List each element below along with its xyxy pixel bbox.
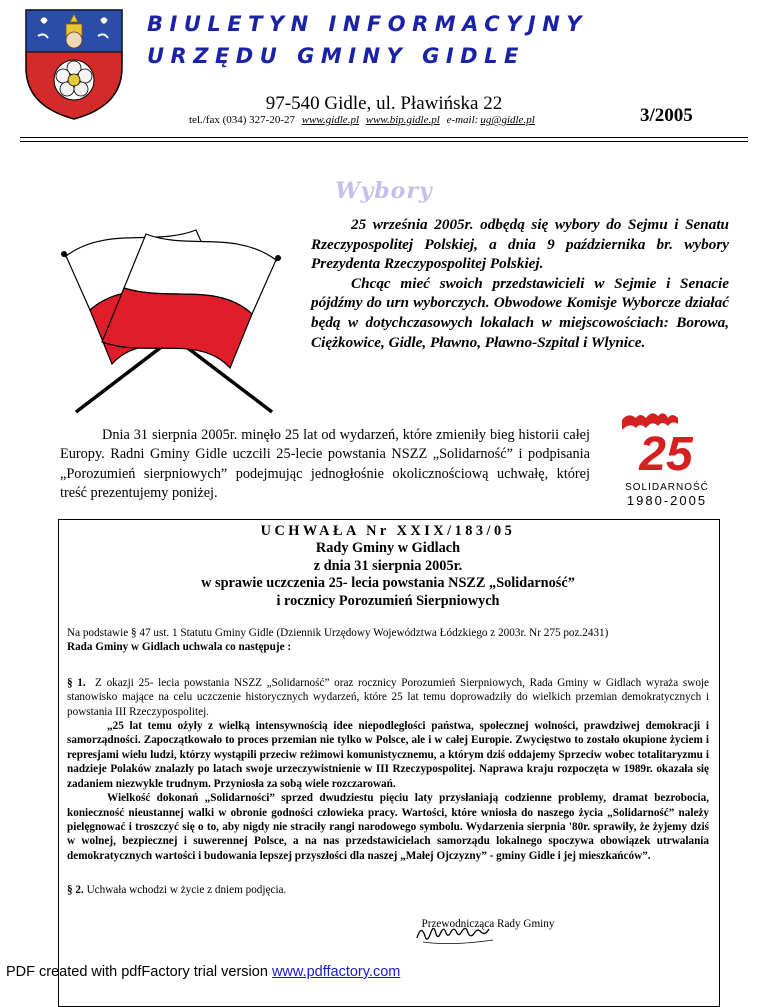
paragraph-2-text: Uchwała wchodzi w życie z dniem podjęcia. [86,884,287,897]
contact-line [189,114,535,126]
resolution-heading [67,523,709,610]
section-title: Wybory [335,178,433,204]
paragraph-2-number: § 2. [67,884,84,897]
pdf-footer [6,964,400,980]
intro-paragraph: Dnia 31 sierpnia 2005r. minęło 25 lat od wydarzeń, które zmieniły bieg historii całej Europy. Radni Gminy Gidle uczcili 25-lecie powstania NSZZ „Solidarność” i podpisania „Porozumień sierpniowych” podejmując jednogłośnie okolicznościową uchwałę, której treść prezentujemy poniżej. [60,427,590,502]
resolution-number: UCHWAŁA Nr XXIX/183/05 [260,523,516,539]
paragraph-1-text: Z okazji 25- lecia powstania NSZZ „Solidarność” oraz rocznicy Porozumień Sierpniowych, Rada Gminy w Gidlach wyraża swoje stanowisko mające na celu uczczenie historycznych wydarzeń, które 25 lat temu doprowadziły do wielkich przemian demokratycznych i powstania III Rzeczypospolitej. [67,676,710,718]
resolution-subject-1: w sprawie uczczenia 25- lecia powstania NSZZ „Solidarność” [201,575,575,592]
handwritten-signature-icon [413,920,503,948]
election-announcement [311,215,729,352]
resolution-box [58,519,720,1007]
footer-link[interactable]: www.pdffactory.com [271,964,401,980]
paragraph-1 [67,676,709,719]
header-divider [20,137,748,138]
election-paragraph-2: Chcąc mieć swoich przedstawicieli w Sejmie i Senacie pójdźmy do urn wyborczych. Obwodowe Komisje Wyborcze działać będą w dotychczasowych lokalach w miejscowościach: Borowa, Ciężkowice, Gidle, Pławno, Pławno-Szpital i Wlynice. [311,274,729,351]
paragraph-1-number: § 1. [67,676,86,689]
website-link[interactable]: www.gidle.pl [301,114,359,126]
logo-years: 1980-2005 [626,493,708,508]
anniversary-intro [60,426,590,504]
issue-number: 3/2005 [640,105,693,126]
phone-text: tel./fax (034) 327-20-27 [189,114,295,126]
logo-number: 25 [639,428,693,481]
footer-text: PDF created with pdfFactory trial version [6,964,272,980]
resolution-date: z dnia 31 sierpnia 2005r. [313,557,463,574]
resolution-subject-2: i rocznicy Porozumień Sierpniowych [276,592,500,609]
logo-word: SOLIDARNOŚĆ [625,482,709,493]
council-resolves: Rada Gminy w Gidlach uchwala co następuje : [67,641,292,654]
crossed-polish-flags-icon [46,226,294,414]
legal-basis: Na podstawie § 47 ust. 1 Statutu Gminy Gidle (Dziennik Urzędowy Województwa Łódzkiego z 2003r. Nr 275 poz.2431) [67,627,609,640]
paragraph-1-quote-part-1: „25 lat temu ożyły z wielką intensywnością idee niepodległości państwa, społecznej wolności, prawdziwej demokracji i samorządności. Zapoczątkowało to proces przemian nie tylko w Polsce, ale i w całej Europie. Zwycięstwo to zostało okupione życiem i represjami wielu ludzi, którzy wystąpili przeciw reżimowi komunistycznemu, a którym dziś oddajemy Sprzeciw wobec totalitaryzmu i nadzieje Polaków znalazły po latach swoje urzeczywistnienie w III Rzeczypospolitej. Naprawa kraju rozpoczęta w 1989r. okazała się zadaniem niezwykle trudnym. Przyniosła za sobą wiele rozczarowań. [67,720,709,790]
office-address: 97-540 Gidle, ul. Pławińska 22 [265,93,503,114]
email-label: e-mail: [446,114,479,126]
paragraph-1-quote-part-2: Wielkość dokonań „Solidarności” sprzed dwudziestu pięciu laty przysłaniają codzienne problemy, dramat bezrobocia, konieczność nieustannej walki w obronie godności człowieka pracy. Wartości, które wniosła do naszego życia „Solidarność” należy pielęgnować i troszczyć się o to, aby nigdy nie straciły rangi narodowego symbolu. Wydarzenia sierpnia '80r. sprawiły, że żyjemy dziś w wolnej, bezpiecznej i suwerennej Polsce, a na nas przedstawicielach samorządu lokalnego spoczywa obowiązek utrwalania demokratycznych wartości i budowania lepszej przyszłości dla naszej „Małej Ojczyzny” - gminy Gidle i jej mieszkańców”. [67,792,709,862]
resolution-council: Rady Gminy w Gidlach [315,540,461,557]
election-paragraph-1: 25 września 2005r. odbędą się wybory do Sejmu i Senatu Rzeczypospolitej Polskiej, a dnia 9 października br. wybory Prezydenta Rzeczypospolitej Polskiej. [311,216,729,273]
bulletin-title-line1: BIULETYN INFORMACYJNY [147,12,588,36]
email-link[interactable]: ug@gidle.pl [480,114,535,126]
bip-link[interactable]: www.bip.gidle.pl [365,114,440,126]
header-divider-thin [20,141,748,142]
solidarnosc-25-logo-icon [614,406,720,510]
signature-role: Przewodnicząca Rady Gminy [421,917,555,930]
paragraph-2 [67,883,709,897]
bulletin-title-line2: URZĘDU GMINY GIDLE [147,44,525,68]
